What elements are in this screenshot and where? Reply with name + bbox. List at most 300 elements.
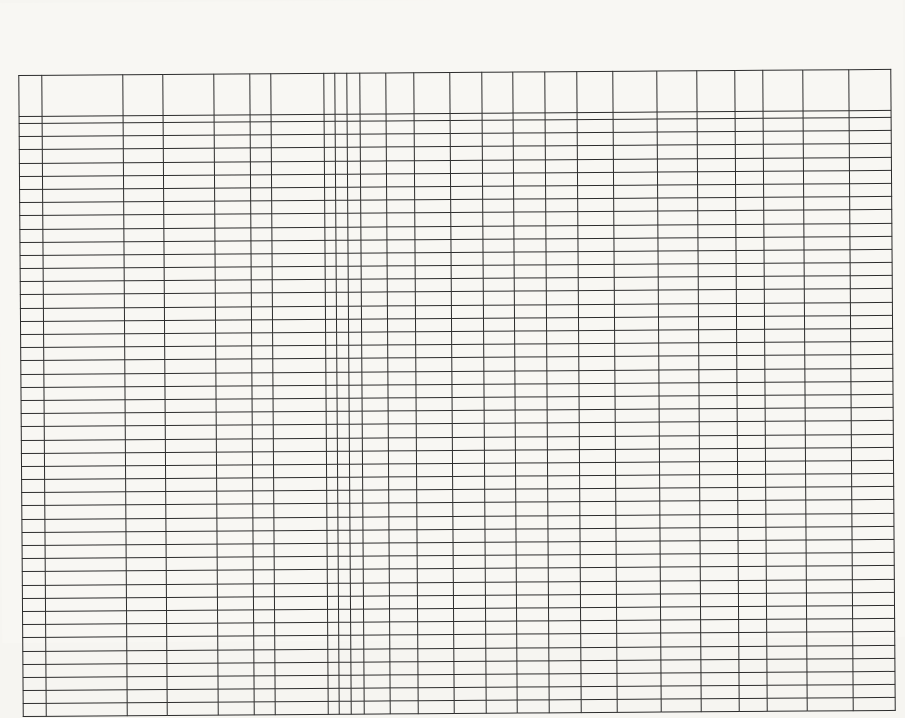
- table-cell: [362, 437, 388, 450]
- table-cell: [254, 702, 275, 715]
- table-cell: [360, 226, 386, 239]
- table-cell: [658, 343, 698, 356]
- table-cell: [805, 368, 850, 382]
- table-cell: [217, 465, 253, 478]
- table-cell: [325, 319, 337, 332]
- table-cell: [736, 329, 765, 342]
- table-cell: [45, 492, 126, 506]
- table-cell: [416, 384, 452, 397]
- table-cell: [20, 282, 43, 295]
- table-cell: [417, 450, 453, 463]
- table-cell: [360, 187, 386, 200]
- table-cell: [348, 240, 361, 253]
- table-cell: [700, 580, 738, 593]
- table-cell: [737, 435, 766, 448]
- table-cell: [416, 318, 452, 331]
- table-cell: [851, 473, 893, 486]
- table-cell: [697, 171, 735, 184]
- table-cell: [698, 330, 736, 343]
- table-cell: [350, 490, 363, 503]
- table-cell: [21, 453, 44, 466]
- table-cell: [327, 517, 339, 530]
- table-cell: [273, 411, 326, 425]
- table-cell: [453, 450, 485, 463]
- table-cell: [580, 607, 616, 620]
- table-cell: [418, 635, 454, 648]
- table-cell: [658, 303, 698, 316]
- table-cell: [271, 148, 324, 162]
- table-cell: [21, 348, 44, 361]
- table-cell: [417, 477, 453, 490]
- table-cell: [218, 649, 254, 662]
- table-cell: [580, 528, 616, 541]
- table-cell: [418, 608, 454, 621]
- table-cell: [579, 409, 615, 422]
- table-cell: [453, 529, 485, 542]
- table-cell: [765, 329, 805, 342]
- table-cell: [44, 400, 125, 414]
- table-cell: [660, 541, 700, 554]
- table-cell: [517, 647, 549, 660]
- table-cell: [43, 202, 124, 216]
- table-cell: [417, 503, 453, 516]
- table-cell: [515, 265, 547, 278]
- table-cell: [168, 702, 219, 716]
- table-cell: [804, 223, 849, 237]
- table-cell: [483, 291, 515, 304]
- table-cell: [661, 646, 701, 659]
- table-cell: [339, 570, 351, 583]
- table-cell: [614, 264, 658, 277]
- table-cell: [763, 118, 803, 131]
- table-cell: [699, 369, 737, 382]
- table-cell: [339, 596, 351, 609]
- table-cell: [451, 239, 483, 252]
- table-cell: [700, 606, 738, 619]
- table-cell: [545, 133, 577, 146]
- table-cell: [807, 672, 852, 686]
- table-cell: [853, 671, 895, 684]
- table-cell: [483, 318, 515, 331]
- table-cell: [22, 519, 45, 532]
- table-cell: [167, 584, 218, 598]
- table-cell: [808, 698, 853, 712]
- table-cell: [337, 359, 349, 372]
- column-header-17: [545, 72, 577, 113]
- table-cell: [546, 212, 578, 225]
- table-cell: [349, 385, 362, 398]
- table-cell: [348, 279, 361, 292]
- table-cell: [546, 251, 578, 264]
- table-cell: [453, 463, 485, 476]
- table-cell: [165, 399, 216, 413]
- table-cell: [660, 620, 700, 633]
- table-cell: [579, 436, 615, 449]
- table-cell: [486, 674, 518, 687]
- table-cell: [349, 477, 362, 490]
- table-cell: [453, 542, 485, 555]
- table-cell: [852, 592, 894, 605]
- table-cell: [699, 448, 737, 461]
- table-cell: [362, 503, 388, 516]
- table-cell: [218, 702, 254, 715]
- table-cell: [767, 646, 807, 659]
- table-cell: [274, 504, 327, 518]
- table-cell: [362, 424, 388, 437]
- table-cell: [19, 150, 42, 163]
- table-cell: [167, 663, 218, 677]
- table-cell: [767, 580, 807, 593]
- table-cell: [765, 303, 805, 316]
- table-cell: [485, 608, 517, 621]
- table-cell: [361, 279, 387, 292]
- table-cell: [737, 382, 766, 395]
- table-cell: [274, 517, 327, 531]
- table-cell: [349, 398, 362, 411]
- table-cell: [338, 530, 350, 543]
- table-cell: [325, 240, 337, 253]
- table-cell: [805, 316, 850, 330]
- table-cell: [613, 211, 657, 224]
- table-cell: [614, 251, 658, 264]
- table-cell: [516, 423, 548, 436]
- table-cell: [659, 435, 699, 448]
- table-cell: [739, 685, 768, 698]
- table-cell: [613, 119, 657, 132]
- table-cell: [46, 677, 127, 691]
- table-cell: [325, 293, 337, 306]
- table-cell: [698, 316, 736, 329]
- table-cell: [764, 171, 804, 184]
- table-cell: [351, 701, 364, 714]
- table-cell: [324, 214, 336, 227]
- table-cell: [45, 452, 126, 466]
- table-cell: [766, 514, 806, 527]
- table-cell: [767, 619, 807, 632]
- table-cell: [735, 158, 764, 171]
- table-cell: [615, 396, 659, 409]
- table-cell: [389, 516, 418, 529]
- table-cell: [44, 387, 125, 401]
- table-cell: [387, 305, 416, 318]
- table-cell: [20, 308, 43, 321]
- table-cell: [736, 250, 765, 263]
- table-cell: [767, 698, 807, 711]
- table-cell: [214, 148, 250, 161]
- table-cell: [851, 381, 893, 394]
- table-cell: [125, 347, 165, 360]
- table-cell: [698, 303, 736, 316]
- table-cell: [736, 303, 765, 316]
- table-cell: [766, 461, 806, 474]
- table-cell: [415, 266, 451, 279]
- table-cell: [218, 623, 254, 636]
- table-cell: [164, 149, 215, 163]
- table-cell: [451, 173, 483, 186]
- table-cell: [482, 160, 514, 173]
- table-cell: [700, 554, 738, 567]
- table-cell: [339, 622, 351, 635]
- table-cell: [766, 448, 806, 461]
- table-cell: [360, 147, 386, 160]
- table-cell: [849, 144, 891, 157]
- table-cell: [46, 650, 127, 664]
- table-cell: [615, 422, 659, 435]
- table-cell: [45, 505, 126, 519]
- table-cell: [325, 332, 337, 345]
- table-cell: [274, 491, 327, 505]
- table-cell: [577, 119, 613, 132]
- table-cell: [483, 278, 515, 291]
- table-cell: [127, 584, 167, 597]
- table-cell: [389, 569, 418, 582]
- table-cell: [614, 356, 658, 369]
- table-cell: [127, 571, 167, 584]
- table-cell: [736, 237, 765, 250]
- table-cell: [339, 688, 351, 701]
- table-cell: [336, 266, 348, 279]
- table-cell: [515, 344, 547, 357]
- table-cell: [516, 502, 548, 515]
- table-cell: [767, 606, 807, 619]
- table-cell: [485, 502, 517, 515]
- table-cell: [363, 569, 389, 582]
- table-cell: [43, 255, 124, 269]
- table-cell: [613, 159, 657, 172]
- table-cell: [338, 517, 350, 530]
- table-cell: [738, 514, 767, 527]
- table-cell: [851, 421, 893, 434]
- column-header-2: [42, 75, 123, 117]
- table-cell: [577, 172, 613, 185]
- table-cell: [252, 359, 273, 372]
- table-cell: [347, 174, 360, 187]
- table-cell: [166, 439, 217, 453]
- table-cell: [699, 356, 737, 369]
- table-cell: [699, 409, 737, 422]
- table-cell: [578, 304, 614, 317]
- table-cell: [390, 635, 419, 648]
- table-cell: [45, 558, 126, 572]
- table-cell: [452, 318, 484, 331]
- table-cell: [271, 161, 324, 175]
- column-header-22: [735, 70, 764, 111]
- column-header-18: [576, 71, 612, 112]
- table-cell: [852, 526, 894, 539]
- table-cell: [328, 675, 340, 688]
- table-cell: [389, 503, 418, 516]
- table-cell: [516, 489, 548, 502]
- table-cell: [765, 289, 805, 302]
- table-cell: [850, 315, 892, 328]
- table-cell: [545, 159, 577, 172]
- table-cell: [124, 241, 164, 254]
- table-cell: [350, 543, 363, 556]
- table-cell: [807, 606, 852, 620]
- table-cell: [388, 398, 417, 411]
- table-cell: [20, 229, 43, 242]
- table-cell: [217, 557, 253, 570]
- table-cell: [164, 214, 215, 228]
- table-cell: [273, 346, 326, 360]
- table-cell: [738, 540, 767, 553]
- table-cell: [254, 689, 275, 702]
- table-cell: [515, 370, 547, 383]
- table-cell: [22, 506, 45, 519]
- table-cell: [361, 306, 387, 319]
- table-cell: [736, 277, 765, 290]
- table-cell: [23, 664, 46, 677]
- table-cell: [360, 134, 386, 147]
- table-cell: [514, 212, 546, 225]
- table-cell: [658, 290, 698, 303]
- table-cell: [514, 133, 546, 146]
- table-cell: [804, 236, 849, 250]
- table-cell: [805, 289, 850, 303]
- table-cell: [613, 185, 657, 198]
- table-cell: [613, 172, 657, 185]
- table-cell: [614, 290, 658, 303]
- table-cell: [517, 568, 549, 581]
- table-cell: [659, 383, 699, 396]
- table-cell: [578, 291, 614, 304]
- table-cell: [164, 135, 215, 149]
- table-cell: [253, 504, 274, 517]
- table-cell: [452, 424, 484, 437]
- table-cell: [338, 504, 350, 517]
- table-cell: [579, 449, 615, 462]
- table-cell: [324, 134, 336, 147]
- table-cell: [454, 648, 486, 661]
- table-cell: [339, 649, 351, 662]
- table-cell: [124, 228, 164, 241]
- table-cell: [125, 399, 165, 412]
- table-cell: [22, 572, 45, 585]
- table-cell: [272, 293, 325, 307]
- column-header-12: [386, 73, 415, 114]
- table-cell: [484, 450, 516, 463]
- table-cell: [275, 622, 328, 636]
- table-cell: [454, 687, 486, 700]
- column-header-9: [335, 73, 347, 114]
- table-cell: [850, 355, 892, 368]
- table-cell: [451, 292, 483, 305]
- table-cell: [517, 555, 549, 568]
- table-cell: [483, 212, 515, 225]
- table-cell: [615, 528, 659, 541]
- table-cell: [806, 540, 851, 554]
- table-cell: [482, 133, 514, 146]
- table-cell: [126, 531, 166, 544]
- table-cell: [20, 202, 43, 215]
- table-cell: [328, 702, 340, 715]
- table-cell: [273, 385, 326, 399]
- table-cell: [363, 609, 389, 622]
- table-cell: [764, 263, 804, 276]
- table-cell: [805, 355, 850, 369]
- table-cell: [852, 553, 894, 566]
- table-cell: [215, 188, 251, 201]
- table-cell: [850, 249, 892, 262]
- table-cell: [339, 609, 351, 622]
- table-cell: [416, 345, 452, 358]
- table-cell: [517, 661, 549, 674]
- table-cell: [348, 213, 361, 226]
- column-header-10: [347, 73, 360, 114]
- table-cell: [659, 356, 699, 369]
- table-cell: [485, 582, 517, 595]
- table-cell: [657, 145, 697, 158]
- table-cell: [325, 227, 337, 240]
- table-cell: [737, 408, 766, 421]
- table-cell: [43, 241, 124, 255]
- table-cell: [125, 360, 165, 373]
- table-cell: [124, 175, 164, 188]
- table-cell: [127, 663, 167, 676]
- table-cell: [251, 333, 272, 346]
- table-cell: [336, 279, 348, 292]
- table-cell: [483, 239, 515, 252]
- table-cell: [273, 451, 326, 465]
- table-cell: [272, 280, 325, 294]
- table-cell: [849, 157, 891, 170]
- table-cell: [615, 449, 659, 462]
- table-cell: [19, 163, 42, 176]
- table-cell: [660, 567, 700, 580]
- table-cell: [514, 186, 546, 199]
- table-cell: [738, 619, 767, 632]
- table-cell: [166, 478, 217, 492]
- table-cell: [660, 554, 700, 567]
- table-cell: [362, 477, 388, 490]
- table-cell: [516, 529, 548, 542]
- table-cell: [807, 645, 852, 659]
- table-cell: [166, 491, 217, 505]
- table-cell: [349, 372, 362, 385]
- table-cell: [805, 342, 850, 356]
- table-cell: [849, 170, 891, 183]
- table-cell: [252, 451, 273, 464]
- table-cell: [215, 201, 251, 214]
- table-cell: [164, 188, 215, 202]
- table-cell: [251, 201, 272, 214]
- table-cell: [362, 398, 388, 411]
- table-cell: [389, 543, 418, 556]
- table-cell: [328, 662, 340, 675]
- table-cell: [21, 400, 44, 413]
- table-cell: [416, 305, 452, 318]
- table-cell: [516, 542, 548, 555]
- table-cell: [486, 687, 518, 700]
- table-cell: [451, 186, 483, 199]
- table-cell: [699, 395, 737, 408]
- table-cell: [348, 293, 361, 306]
- table-cell: [20, 242, 43, 255]
- table-cell: [805, 395, 850, 409]
- table-cell: [250, 148, 271, 161]
- table-cell: [326, 464, 338, 477]
- table-cell: [418, 661, 454, 674]
- table-cell: [698, 264, 736, 277]
- table-cell: [335, 121, 347, 134]
- table-cell: [326, 398, 338, 411]
- table-cell: [42, 123, 123, 137]
- table-cell: [580, 515, 616, 528]
- table-cell: [486, 700, 518, 713]
- table-cell: [362, 530, 388, 543]
- table-cell: [851, 368, 893, 381]
- table-cell: [349, 358, 362, 371]
